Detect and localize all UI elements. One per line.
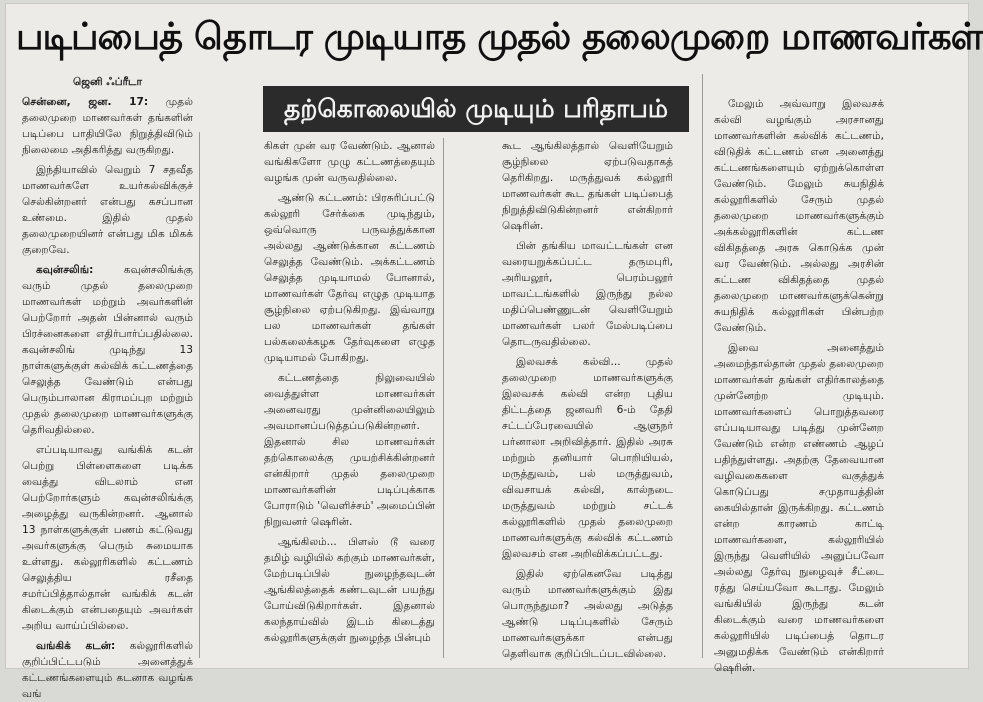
article-column-3 <box>502 138 673 662</box>
paragraph: எப்படியாவது வங்கிக் கடன் பெற்று பிள்ளைகளை படிக்க வைத்து விடலாம் என பெற்றோர்களும் கவுன்சலிங்க்கு அழைத்து வருகின்றனர். ஆனால் 13 நாள்களுக்குள் பணம் கட்டுவது அவர்களுக்கு பெரும் சுமையாக உள்ளது. கல்லூரிகளில் கட்டணம் செலுத்திய ரசீதை சமர்ப்பித்தால்தான் வங்கிக் கடன் கிடைக்கும் என்பதையும் அவர்கள் அறிய வாய்ப்பில்லை. <box>22 444 193 632</box>
headline: படிப்பைத் தொடர முடியாத முதல் தலைமுறை மாணவர்கள் <box>16 15 983 58</box>
newspaper-page <box>6 4 983 700</box>
opening-paragraph <box>22 94 193 158</box>
paragraph-text: முதல் தலைமுறை மாணவர்கள் தங்களின் படிப்பை பாதியிலே நிறுத்திவிடும் நிலைமை அதிகரித்து வருகிறது. <box>22 96 193 156</box>
paragraph <box>22 638 193 702</box>
article-column-2 <box>264 138 435 662</box>
byline: ஜெனி ஃப்ரீடா <box>72 76 143 88</box>
paragraph: கூட ஆங்கிலத்தால் வெளியேறும் சூழ்நிலை ஏற்படுவதாகத் தெரிகிறது. மருத்துவக் கல்லூரி மாணவர்கள் கூட தங்கள் படிப்பைத் நிறுத்திவிடுகின்றனர் என்கிறார் ஷெரின். <box>502 140 673 232</box>
paragraph: பின் தங்கிய மாவட்டங்கள் என வரையறுக்கப்பட்ட தருமபுரி, அரியலூர், பெரம்பலூர் மாவட்டங்களில் இருந்து நல்ல மதிப்பெண்ணுடன் வெளியேறும் மாணவர்கள் பலர் மேல்படிப்பை தொடருவதில்லை. <box>502 240 673 348</box>
paragraph: கட்டணத்தை நிலுவையில் வைத்துள்ள மாணவர்கள் அனைவரது முன்னிலையிலும் அவமானப்படுத்தப்படுகின்றனர். இதனால் சில மாணவர்கள் தற்கொலைக்கு முயற்சிக்கின்றனர் என்கிறார் முதல் தலைமுறை மாணவர்களின் படிப்புக்காக போராடும் 'வெளிச்சம்' அமைப்பின் நிறுவனர் ஷெரின். <box>264 372 435 528</box>
paragraph-text: கல்லூரிகளில் குறிப்பிட்டபடும் அனைத்துக் கட்டணங்களையும் கடனாக வழங்க வங் <box>22 640 194 700</box>
dateline: சென்னை, ஜன. 17: <box>22 96 149 108</box>
paragraph-text: கவுன்சலிங்க்கு வரும் முதல் தலைமுறை மாணவர்கள் மற்றும் அவர்களின் பெற்றோர் அதன் பின்னால் வரும் பிரச்னைகளை எதிர்பார்ப்பதில்லை. கவுன்சலிங் முடிந்து 13 நாள்களுக்குள் கல்விக் கட்டணத்தை செலுத்த வேண்டும் என்பது பெரும்பாலான கிராமப்புற மற்றும் முதல் தலைமுறை மாணவர்களுக்கு தெரிவதில்லை. <box>22 264 193 436</box>
sub-headline-banner: தற்கொலையில் முடியும் பரிதாபம் <box>263 86 689 132</box>
article-column-4 <box>714 96 884 674</box>
paragraph: கிகள் முன் வர வேண்டும். ஆனால் வங்கிகளோ முழு கட்டணத்தையும் வழங்க முன் வருவதில்லை. <box>264 140 435 184</box>
paragraph: இந்தியாவில் வெறும் 7 சதவீத மாணவர்களே உயர்கல்விக்குச் செல்கின்றனர் என்பது கசப்பான உண்மை. இதில் முதல் தலைமுறையினர் என்பது மிக மிகக் குறைவே. <box>22 164 193 256</box>
paragraph: இதில் ஏற்கெனவே படித்து வரும் மாணவர்களுக்கும் இது பொருந்துமா? அல்லது அடுத்த ஆண்டு படிப்புகளில் சேரும் மாணவர்களுக்கா என்பது தெளிவாக குறிப்பிடப்படவில்லை. <box>502 568 673 660</box>
paragraph <box>22 262 193 438</box>
subheading: வங்கிக் கடன்: <box>36 640 116 652</box>
paragraph: மேலும் அவ்வாறு இலவசக் கல்வி வழங்கும் அரசானது மாணவர்களின் கல்விக் கட்டணம், விடுதிக் கட்டணம் என அனைத்து கட்டணங்களையும் ஏற்றுக்கொள்ள வேண்டும். மேலும் சுயநிதிக் கல்லூரிகளில் சேரும் முதல் தலைமுறை மாணவர்களுக்கும் அக்கல்லூரிகளின் கட்டண விகிதத்தை அரசு கொடுக்க முன் வர வேண்டும். அல்லது அரசின் கட்டண விகிதத்தை முதல் தலைமுறை மாணவர்களுக்கென்று சுயநிதிக் கல்லூரிகள் பின்பற்ற வேண்டும். <box>714 98 884 334</box>
article-column-1 <box>22 74 194 700</box>
paragraph: இலவசக் கல்வி... முதல் தலைமுறை மாணவர்களுக்கு இலவசக் கல்வி என்ற புதிய திட்டத்தை ஜனவரி 6-ம் தேதி சட்டப்பேரவையில் ஆளுநர் பர்னாலா அறிவித்தார். இதில் அரசு மற்றும் தனியார் பொறியியல், மருத்துவம், பல் மருத்துவம், விவசாயக் கல்வி, கால்நடை மருத்துவம் மற்றும் சட்டக் கல்லூரிகளில் முதல் தலைமுறை மாணவர்களுக்கு கல்விக் கட்டணம் இலவசம் என அறிவிக்கப்பட்டது. <box>502 356 673 560</box>
paragraph: இவை அனைத்தும் அமைந்தால்தான் முதல் தலைமுறை மாணவர்கள் தங்கள் எதிர்காலத்தை முன்னேற்ற முடியும். மாணவர்களைப் பொறுத்தவரை எப்படியாவது படித்து முன்னேற வேண்டும் என்ற எண்ணம் ஆழப் பதிந்துள்ளது. அதற்கு தேவையான வழிவகைகளை வகுத்துக் கொடுப்பது சமுதாயத்தின் கையில்தான் இருக்கிறது. கட்டணம் என்ற காரணம் காட்டி மாணவர்களை, கல்லூரியில் இருந்து வெளியில் அனுப்பவோ அல்லது தேர்வு நுழைவுச் சீட்டை ரத்து செய்யவோ கூடாது. மேலும் வங்கியில் இருந்து கடன் கிடைக்கும் வரை மாணவர்களை கல்லூரியில் படிப்பைத் தொடர அனுமதிக்க வேண்டும் என்கிறார் ஷெரின். <box>714 342 884 674</box>
column-divider <box>443 138 444 658</box>
subheading: கவுன்சலிங்: <box>36 264 94 276</box>
paragraph: ஆண்டு கட்டணம்: பிரசுரிப்பட்டு கல்லூரி சேர்க்கை முடிந்தும், ஒவ்வொரு பருவத்துக்கான அல்லது ஆண்டுக்கான கட்டணம் செலுத்த வேண்டும். அக்கட்டணம் செலுத்த முடியாமல் போனால், மாணவர்கள் தேர்வு எழுத முடியாத சூழ்நிலை ஏற்படுகிறது. இவ்வாறு பல மாணவர்கள் தங்கள் பல்கலைக்கழக தேர்வுகளை எழுத முடியாமல் போகிறது. <box>264 192 435 364</box>
column-divider <box>199 132 200 658</box>
paragraph: ஆங்கிலம்... பிளஸ் டூ வரை தமிழ் வழியில் கற்கும் மாணவர்கள், மேற்படிப்பில் நுழைந்தவுடன் ஆங்கிலத்தைக் கண்டவுடன் பயந்து போய்விடுகிறார்கள். இதனால் கலந்தாய்வில் இடம் கிடைத்து கல்லூரிகளுக்குள் நுழைந்த பின்பும் <box>264 536 435 644</box>
column-divider <box>702 74 703 658</box>
